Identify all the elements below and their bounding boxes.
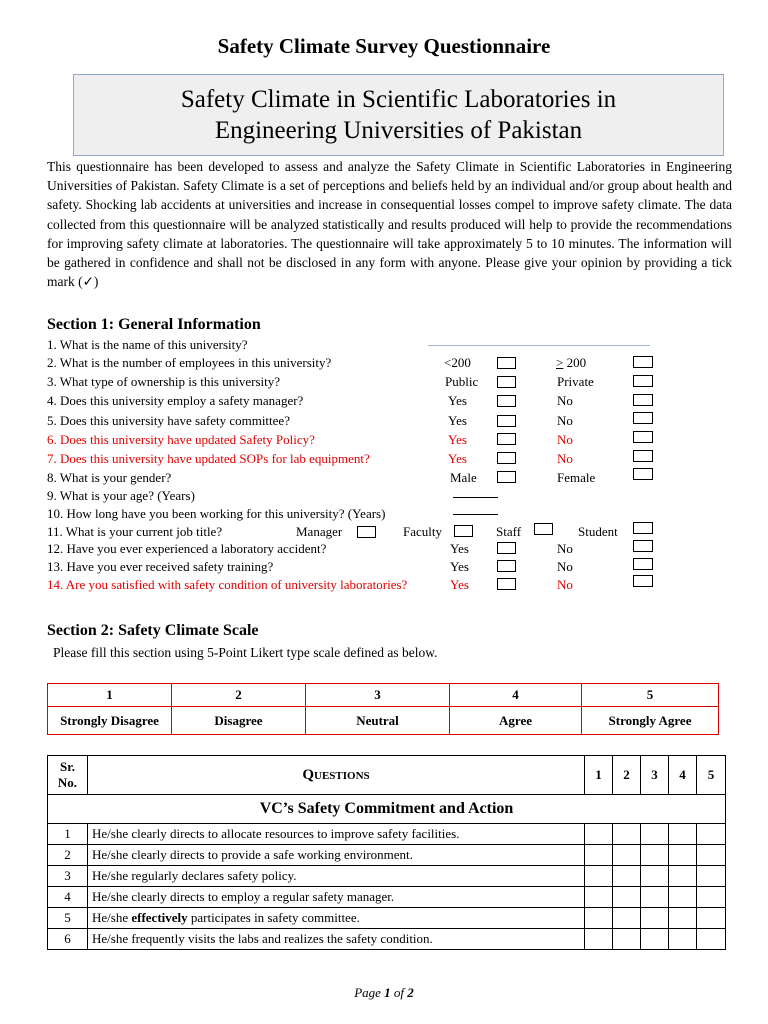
q3-opt2-checkbox[interactable] [633,375,653,387]
rating-cell[interactable] [585,866,613,887]
sr-header-line2: No. [57,775,78,790]
likert-scale-table [47,683,719,735]
row-question-part: participates in safety committee. [187,910,360,925]
q7-opt1-checkbox[interactable] [497,452,516,464]
q11-staff-label: Staff [496,524,522,539]
rating-cell[interactable] [641,887,669,908]
q5-opt1-label: Yes [448,413,467,428]
rating-cell[interactable] [585,824,613,845]
group-title: VC’s Safety Commitment and Action [48,795,726,824]
rating-cell[interactable] [641,845,669,866]
rating-cell[interactable] [697,929,726,950]
q11-manager-label: Manager [296,524,343,539]
rating-header: 2 [613,756,641,795]
q6-opt1-checkbox[interactable] [497,433,516,445]
likert-label: Disagree [172,707,306,735]
question-11: 11. What is your current job title? [47,524,223,539]
rating-cell[interactable] [697,824,726,845]
row-question-part: He/she [92,910,132,925]
likert-label: Agree [450,707,582,735]
q5-opt2-label: No [557,413,573,428]
q4-opt1-label: Yes [448,393,467,408]
sr-header-line1: Sr. [59,759,76,774]
q14-opt2-checkbox[interactable] [633,575,653,587]
q8-opt2-label: Female [557,470,596,485]
footer-of-word: of [390,985,408,1000]
table-row [48,866,726,887]
rating-cell[interactable] [669,887,697,908]
question-1: 1. What is the name of this university? [47,337,248,352]
question-14: 14. Are you satisfied with safety condition of university laboratories? [47,577,408,592]
q3-opt2-label: Private [557,374,594,389]
rating-cell[interactable] [585,929,613,950]
question-6: 6. Does this university have updated Safety Policy? [47,432,315,447]
q2-opt2-checkbox[interactable] [633,356,653,368]
survey-title-line1: Safety Climate in Scientific Laboratories in [180,86,617,113]
q6-opt2-checkbox[interactable] [633,431,653,443]
q12-opt1-label: Yes [450,541,469,556]
row-question: He/she clearly directs to employ a regular safety manager. [88,887,585,908]
questions-header: Questions [88,756,585,795]
q4-opt2-checkbox[interactable] [633,394,653,406]
q13-opt1-label: Yes [450,559,469,574]
likert-label: Neutral [306,707,450,735]
q5-opt2-checkbox[interactable] [633,412,653,424]
footer-page-total: 2 [407,985,414,1000]
survey-title-box [73,74,724,156]
question-5: 5. Does this university have safety committee? [47,413,290,428]
rating-cell[interactable] [641,866,669,887]
question-12: 12. Have you ever experienced a laboratory accident? [47,541,327,556]
q4-opt2-label: No [557,393,573,408]
likert-number: 3 [306,684,450,707]
q2-opt1-label: <200 [444,355,471,370]
question-3: 3. What type of ownership is this university? [47,374,281,389]
age-answer-line[interactable] [453,497,498,498]
q7-opt2-label: No [557,451,573,466]
section2-instruction: Please fill this section using 5-Point Likert type scale defined as below. [53,645,438,660]
q12-opt2-checkbox[interactable] [633,540,653,552]
q8-opt1-checkbox[interactable] [497,471,516,483]
rating-cell[interactable] [613,908,641,929]
rating-cell[interactable] [613,929,641,950]
rating-cell[interactable] [641,824,669,845]
q6-opt1-label: Yes [448,432,467,447]
rating-cell[interactable] [613,866,641,887]
rating-cell[interactable] [697,866,726,887]
rating-cell[interactable] [697,908,726,929]
q8-opt2-checkbox[interactable] [633,468,653,480]
table-row [48,845,726,866]
question-7: 7. Does this university have updated SOPs for lab equipment? [47,451,370,466]
table-row [48,908,726,929]
q11-student-label: Student [578,524,618,539]
q5-opt1-checkbox[interactable] [497,415,516,427]
question-9: 9. What is your age? (Years) [47,488,195,503]
row-question: He/she clearly directs to allocate resources to improve safety facilities. [88,824,585,845]
rating-cell[interactable] [669,908,697,929]
rating-cell[interactable] [641,908,669,929]
likert-number: 2 [172,684,306,707]
q4-opt1-checkbox[interactable] [497,395,516,407]
group-title-row [48,795,726,824]
q11-faculty-label: Faculty [403,524,442,539]
row-question-emphasis: effectively [131,910,188,925]
likert-label: Strongly Agree [582,707,719,735]
footer-page-word: Page [354,985,385,1000]
rating-header: 4 [669,756,697,795]
survey-title-line2: Engineering Universities of Pakistan [214,117,583,144]
rating-cell[interactable] [613,887,641,908]
question-4: 4. Does this university employ a safety manager? [47,393,304,408]
q11-manager-checkbox[interactable] [357,526,376,538]
row-question: He/she frequently visits the labs and realizes the safety condition. [88,929,585,950]
q3-opt1-label: Public [445,374,479,389]
university-name-line [428,345,650,346]
intro-paragraph: This questionnaire has been developed to assess and analyze the Safety Climate in Scientific Laboratories in Engineering Universities of Pakistan. Safety Climate is a set of perceptions and beliefs held by an individual and/or group about health and safety. Shocking lab accidents at universities and increase in consequential losses compel to improve safety climate. The data collected from this questionnaire will be analyzed statistically and results produced will help to provide the recommendations for improving safety climate at laboratories. The questionnaire will take approximately 5 to 10 minutes. The information will be gathered in confidence and shall not be disclosed in any form with anyone. Please give your opinion by providing a tick mark (✓) [47,159,732,290]
sr-no-header [48,756,88,795]
table-header-row [48,756,726,795]
table-row [48,824,726,845]
q11-faculty-checkbox[interactable] [454,525,473,537]
rating-header: 1 [585,756,613,795]
question-2: 2. What is the number of employees in this university? [47,355,332,370]
q2-opt1-checkbox[interactable] [497,357,516,369]
rating-cell[interactable] [669,866,697,887]
table-row [48,929,726,950]
rating-cell[interactable] [613,845,641,866]
likert-number: 4 [450,684,582,707]
row-sr: 5 [48,908,88,929]
likert-number: 1 [48,684,172,707]
rating-cell[interactable] [585,908,613,929]
likert-number-row [48,684,719,707]
q14-opt1-checkbox[interactable] [497,578,516,590]
section2-heading: Section 2: Safety Climate Scale [47,622,259,639]
q8-opt1-label: Male [450,470,477,485]
question-13: 13. Have you ever received safety training? [47,559,274,574]
q11-staff-checkbox[interactable] [534,523,553,535]
likert-label-row [48,707,719,735]
row-question: He/she clearly directs to provide a safe working environment. [88,845,585,866]
row-question [88,908,585,929]
rating-cell[interactable] [613,824,641,845]
q2-opt2-label: > 200 [556,355,587,370]
question-8: 8. What is your gender? [47,470,172,485]
row-sr: 1 [48,824,88,845]
rating-cell[interactable] [585,887,613,908]
section1-heading: Section 1: General Information [47,316,261,333]
rating-cell[interactable] [669,845,697,866]
row-question: He/she regularly declares safety policy. [88,866,585,887]
questions-table [47,755,726,950]
rating-header: 3 [641,756,669,795]
rating-header: 5 [697,756,726,795]
q3-opt1-checkbox[interactable] [497,376,516,388]
rating-cell[interactable] [641,929,669,950]
q13-opt1-checkbox[interactable] [497,560,516,572]
likert-number: 5 [582,684,719,707]
row-sr: 4 [48,887,88,908]
q14-opt2-label: No [557,577,573,592]
document-title: Safety Climate Survey Questionnaire [217,34,551,58]
row-sr: 3 [48,866,88,887]
rating-cell[interactable] [585,845,613,866]
q7-opt2-checkbox[interactable] [633,450,653,462]
q7-opt1-label: Yes [448,451,467,466]
question-10: 10. How long have you been working for this university? (Years) [47,506,386,521]
q12-opt1-checkbox[interactable] [497,542,516,554]
q14-opt1-label: Yes [450,577,469,592]
q13-opt2-checkbox[interactable] [633,558,653,570]
table-row [48,887,726,908]
row-sr: 6 [48,929,88,950]
rating-cell[interactable] [669,824,697,845]
page-footer [0,985,768,1001]
footer-page-number: 1 [384,985,391,1000]
rating-cell[interactable] [697,845,726,866]
q12-opt2-label: No [557,541,573,556]
likert-label: Strongly Disagree [48,707,172,735]
rating-cell[interactable] [669,929,697,950]
q6-opt2-label: No [557,432,573,447]
row-sr: 2 [48,845,88,866]
q11-student-checkbox[interactable] [633,522,653,534]
rating-cell[interactable] [697,887,726,908]
q13-opt2-label: No [557,559,573,574]
years-answer-line[interactable] [453,514,498,515]
